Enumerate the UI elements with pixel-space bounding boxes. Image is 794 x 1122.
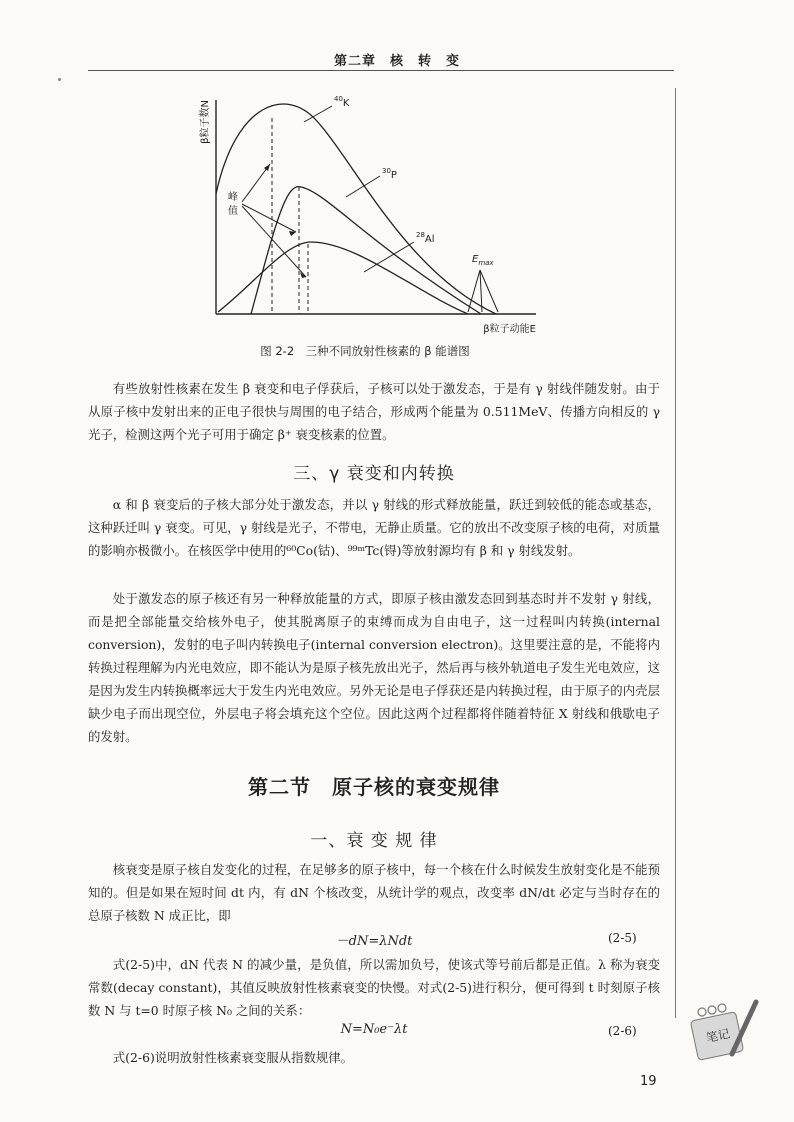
peak-arrow-2 bbox=[242, 204, 296, 232]
paragraph-internal-conversion: 处于激发态的原子核还有另一种释放能量的方式，即原子核由激发态回到基态时并不发射 γ 射线，而是把全部能量交给核外电子，使其脱离原子的束缚而成为自由电子，这一过程叫内转换(internal conversion)，发射的电子叫内转换电子(internal conversion electron)。这里要注意的是，不能将内转换过程理解为内光电效应，即不能认为是原子核先放出光子，然后再与核外轨道电子发生光电效应，这是因为发生内转换概率远大于发生内光电效应。另外无论是电子俘获还是内转换过程，由于原子的内壳层缺少电子而出现空位，外层电子将会填充这个空位。因此这两个过程都将伴随着特征 X 射线和俄歇电子的发射。 bbox=[88, 591, 660, 744]
subheading-decay-law: 一、衰 变 规 律 bbox=[310, 831, 438, 851]
emax-arrow-3 bbox=[480, 270, 498, 312]
peak-arrow-1 bbox=[242, 164, 270, 202]
label-k40: $^{40}$K bbox=[334, 95, 350, 109]
leader-p30 bbox=[346, 176, 380, 197]
peak-arrowhead-1 bbox=[264, 164, 270, 171]
leader-k40 bbox=[304, 106, 332, 122]
equation-2-6: N=N₀e⁻λt bbox=[340, 1022, 408, 1037]
equation-number-2-5: (2-5) bbox=[608, 931, 637, 945]
curve-k40 bbox=[216, 104, 496, 314]
label-p30: $^{30}$P bbox=[382, 167, 397, 181]
beta-spectrum-figure bbox=[196, 92, 556, 342]
notes-icon-label: 笔记 bbox=[704, 1026, 732, 1046]
peak-label-line1: 峰 bbox=[228, 192, 238, 203]
leader-al28 bbox=[364, 242, 414, 272]
x-axis-label: β粒子动能E bbox=[483, 324, 536, 335]
peak-label-line2: 值 bbox=[228, 206, 238, 217]
paragraph-gamma-decay: α 和 β 衰变后的子核大部分处于激发态，并以 γ 射线的形式释放能量，跃迁到较低的能态或基态，这种跃迁叫 γ 衰变。可见，γ 射线是光子，不带电，无静止质量。它的放出不改变原子核的电荷，对质量的影响亦极微小。在核医学中使用的⁶⁰Co(钴)、⁹⁹ᵐTc(锝)等放射源均有 β 和 γ 射线发射。 bbox=[88, 497, 660, 558]
peak-arrowhead-3 bbox=[300, 272, 306, 278]
paragraph-decay-law: 核衰变是原子核自发变化的过程，在足够多的原子核中，每一个核在什么时候发生放射变化是不能预知的。但是如果在短时间 dt 内，有 dN 个核改变，从统计学的观点，改变率 dN/dt 必定与当时存在的总原子核数 N 成正比，即 bbox=[88, 862, 660, 923]
equation-number-2-6: (2-6) bbox=[608, 1024, 637, 1038]
header-rule bbox=[88, 70, 674, 71]
figure-caption: 图 2-2 三种不同放射性核素的 β 能谱图 bbox=[260, 344, 470, 358]
paragraph-gamma-intro: 有些放射性核素在发生 β 衰变和电子俘获后，子核可以处于激发态，于是有 γ 射线伴随发射。由于从原子核中发射出来的正电子很快与周围的电子结合，形成两个能量为 0.511MeV、传播方向相反的 γ 光子，检测这两个光子可用于确定 β⁺ 衰变核素的位置。 bbox=[88, 381, 660, 442]
margin-rule bbox=[675, 88, 676, 1018]
emax-arrow-1 bbox=[468, 270, 480, 312]
page-number: 19 bbox=[640, 1074, 657, 1089]
curve-al28 bbox=[218, 242, 468, 314]
decorative-dot bbox=[58, 78, 61, 81]
curve-p30 bbox=[251, 187, 481, 314]
equation-2-5: －dN=λNdt bbox=[335, 934, 413, 949]
y-axis-label: β粒子数N bbox=[200, 100, 211, 144]
emax-label: $E_{max}$ bbox=[472, 254, 494, 267]
peak-arrow-3 bbox=[242, 206, 306, 277]
paragraph-exponential-law: 式(2-6)说明放射性核素衰变服从指数规律。 bbox=[112, 1050, 354, 1065]
notes-pencil-icon bbox=[688, 998, 760, 1066]
paragraph-decay-constant: 式(2-5)中，dN 代表 N 的减少量，是负值，所以需加负号，使该式等号前后都是正值。λ 称为衰变常数(decay constant)，其值反映放射性核素衰变的快慢。对式(2-5)进行积分，便可得到 t 时刻原子核数 N 与 t=0 时原子核 N₀ 之间的关系： bbox=[88, 957, 660, 1018]
section-heading-gamma: 三、γ 衰变和内转换 bbox=[293, 464, 455, 484]
section-title: 第二节 原子核的衰变规律 bbox=[248, 775, 500, 799]
running-header: 第二章 核 转 变 bbox=[333, 54, 460, 69]
label-al28: $^{28}$Al bbox=[416, 231, 435, 245]
